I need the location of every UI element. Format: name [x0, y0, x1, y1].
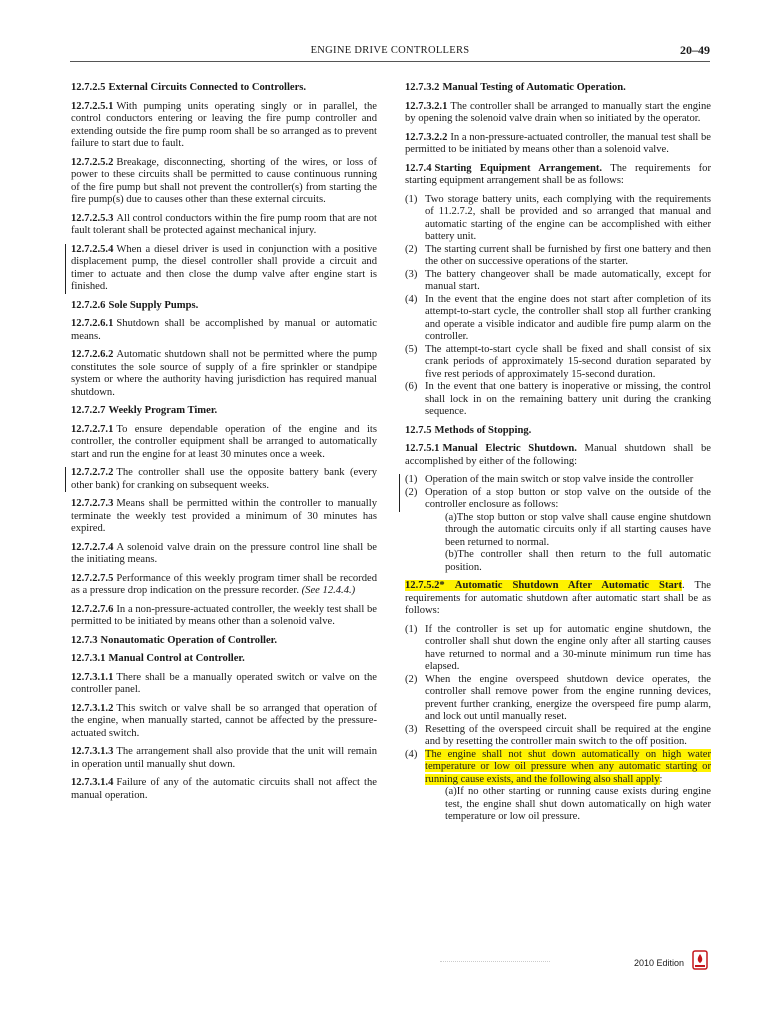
list-marker: (3) [405, 268, 418, 280]
section-heading: 12.7.2.7 Weekly Program Timer. [71, 405, 218, 416]
paragraph: 12.7.2.6.1 Shutdown shall be accomplished by manual or automatic means. [71, 318, 377, 342]
cross-reference: (See 12.4.4.) [301, 585, 356, 596]
right-column [405, 82, 711, 830]
paragraph: 12.7.2.7.4 A solenoid valve drain on the pressure control line shall be the initiating means. [71, 541, 377, 565]
list-item [405, 344, 711, 382]
list-marker: (4) [405, 293, 418, 305]
header-title: ENGINE DRIVE CONTROLLERS [310, 45, 470, 56]
list-marker: (1) [405, 474, 418, 485]
list-text: Two storage battery units, each complying with the requirements of 11.2.7.2, shall be provided and so arranged that manual and automatic starting of the engine can be accomplished with either battery unit. [425, 193, 711, 242]
list-item [425, 512, 711, 550]
page-number: 20–49 [680, 43, 710, 57]
paragraph: 12.7.3.1.4 Failure of any of the automatic circuits shall not affect the manual operation. [71, 777, 377, 801]
auto-shutdown-list [405, 624, 711, 749]
list-marker: (a) [445, 786, 457, 797]
list-item [405, 674, 711, 724]
list-item [405, 474, 711, 487]
paragraph: 12.7.5.2* Automatic Shutdown After Automatic Start. The requirements for automatic shutdown after automatic start shall be as follows: [405, 580, 711, 616]
list-text: Operation of the main switch or stop valve inside the controller [425, 474, 694, 485]
list-marker: (2) [405, 243, 418, 255]
list-text: The attempt-to-start cycle shall be fixed and shall consist of six crank periods of approximately 15-second duration separated by five rest periods of approximately 15-second duration. [425, 343, 711, 380]
list-marker: (5) [405, 343, 418, 355]
list-marker: (b) [445, 549, 458, 560]
page-header [70, 43, 710, 62]
list-item [425, 549, 711, 574]
nfpa-logo-icon [692, 950, 708, 970]
list-text: When the engine overspeed shutdown device operates, the controller shall remove power from the engine running devices, prevent further cranking, energize the overspeed fire pump alarm, and lock out until manually reset. [425, 673, 711, 722]
starting-equipment-list [405, 194, 711, 419]
list-text: If no other starting or running cause exists during engine test, the engine shall shut down automatically on high water temperature or low oil pressure. [445, 786, 711, 822]
list-text: If the controller is set up for automatic engine shutdown, the controller shall shut down the engine only after all starting causes have returned to normal and a 30-minute minimum run time has elapsed. [425, 623, 711, 672]
paragraph: 12.7.3.1.1 There shall be a manually operated switch or valve on the controller panel. [71, 671, 377, 695]
paragraph: 12.7.2.5.3 All control conductors within the fire pump room that are not fault tolerant shall be protected against mechanical injury. [71, 212, 377, 236]
paragraph: 12.7.2.6.2 Automatic shutdown shall not be permitted where the pump constitutes the sole source of supply of a fire sprinkler or standpipe system or where the authority having jurisdiction has required manual shutdown. [71, 349, 377, 398]
section-heading: 12.7.2.5 External Circuits Connected to Controllers. [71, 82, 307, 93]
list-marker: (3) [405, 723, 418, 735]
paragraph: 12.7.3.2.1 The controller shall be arranged to manually start the engine by opening the solenoid valve drain when so initiated by the operator. [405, 100, 711, 124]
faint-footer-text [440, 961, 550, 964]
list-marker: (a) [445, 511, 457, 523]
list-item [405, 487, 711, 512]
paragraph: 12.7.2.7.1 To ensure dependable operation of the engine and its controller, the controller equipment shall be arranged to automatically start and run the engine for at least 30 minutes once a week. [71, 423, 377, 460]
paragraph: 12.7.2.7.3 Means shall be permitted within the controller to manually terminate the weekly test provided a minimum of 30 minutes has expired. [71, 498, 377, 534]
list-marker: (1) [405, 623, 418, 635]
section-heading: 12.7.3.1 Manual Control at Controller. [71, 653, 245, 664]
list-item [405, 269, 711, 294]
manual-shutdown-list [405, 474, 711, 512]
section-heading: 12.7.2.6 Sole Supply Pumps. [71, 299, 199, 311]
list-marker: (2) [405, 673, 418, 685]
list-item [405, 724, 711, 749]
highlighted-heading: 12.7.5.2* Automatic Shutdown After Automatic Start [405, 580, 682, 591]
list-text: In the event that the engine does not start after completion of its attempt-to-start cycle, the controller shall stop all further cranking and operate a visible indicator and audible fire pump alarm on the controller. [425, 293, 711, 342]
highlighted-text: The engine shall not shut down automatically on high water temperature or low oil pressure when any automatic starting or running cause exists, and the following also shall apply [425, 748, 711, 785]
paragraph: 12.7.3.1.3 The arrangement shall also provide that the unit will remain in operation until manually shut down. [71, 746, 377, 770]
paragraph: 12.7.2.5.1 With pumping units operating singly or in parallel, the control conductors entering or leaving the fire pump controller and extending outside the fire pump room shall be so arranged as to prevent failure to start due to fault. [71, 100, 377, 149]
list-text: In the event that one battery is inoperative or missing, the control shall lock in on the remaining battery unit during the cranking sequence. [425, 381, 711, 417]
list-marker: (6) [405, 381, 418, 392]
section-heading: 12.7.5 Methods of Stopping. [405, 424, 532, 436]
section-heading: 12.7.3.2 Manual Testing of Automatic Operation. [405, 82, 626, 93]
list-item [405, 194, 711, 244]
paragraph: 12.7.2.5.2 Breakage, disconnecting, shorting of the wires, or loss of power to these circuits shall be permitted to cause continuous running of the fire pump but shall not prevent the controller(s) from starting the fire pump(s) due to causes other than these external circuits. [71, 156, 377, 205]
list-text: The stop button or stop valve shall cause engine shutdown through the automatic circuits only if all starting causes have been returned to normal. [445, 511, 711, 548]
paragraph: 12.7.3.2.2 In a non-pressure-actuated controller, the manual test shall be permitted to be initiated by means other than a solenoid valve. [405, 131, 711, 155]
list-text: Operation of a stop button or stop valve on the outside of the controller enclosure as follows: [425, 486, 711, 510]
list-item [405, 244, 711, 269]
list-marker: (2) [405, 486, 418, 498]
list-marker: (1) [405, 193, 418, 205]
paragraph: 12.7.4 Starting Equipment Arrangement. The requirements for starting equipment arrangement shall be as follows: [405, 162, 711, 186]
revised-block [399, 474, 711, 512]
section-heading: 12.7.3 Nonautomatic Operation of Controller. [71, 634, 278, 646]
list-text: Resetting of the overspeed circuit shall be required at the engine and by resetting the controller main switch to the off position. [425, 723, 711, 747]
paragraph: 12.7.2.7.5 Performance of this weekly program timer shall be recorded as a pressure drop indication on the pressure recorder. (See 12.4.4.) [71, 572, 377, 596]
paragraph-revised: 12.7.2.7.2 The controller shall use the opposite battery bank (every other bank) for cranking on subsequent weeks. [65, 467, 377, 492]
list-text: The starting current shall be furnished by first one battery and then the other on successive operations of the starter. [425, 243, 711, 267]
stop-button-sublist [425, 512, 711, 575]
list-item [405, 294, 711, 344]
list-item [405, 381, 711, 419]
paragraph: 12.7.3.1.2 This switch or valve shall be so arranged that operation of the engine, when manually started, cannot be affected by the pressure-actuated switch. [71, 702, 377, 739]
list-item: (4) The engine shall not shut down automatically on high water temperature or low oil pressure when any automatic starting or running cause exists, and the following also shall apply: [405, 748, 711, 785]
list-item [405, 624, 711, 674]
paragraph: 12.7.5.1 Manual Electric Shutdown. Manual shutdown shall be accomplished by either of the following: [405, 443, 711, 467]
edition-label: 2010 Edition [634, 958, 685, 968]
left-column [71, 82, 377, 808]
auto-shutdown-item-4 [405, 749, 711, 787]
list-text: The controller shall then return to the full automatic position. [445, 549, 711, 573]
paragraph-revised: 12.7.2.5.4 When a diesel driver is used in conjunction with a positive displacement pump, the diesel controller shall provide a circuit and timer to actuate and then close the dump valve after engine start is finished. [65, 244, 377, 294]
engine-test-sublist [425, 786, 711, 824]
list-text: The battery changeover shall be made automatically, except for manual start. [425, 268, 711, 292]
paragraph: 12.7.2.7.6 In a non-pressure-actuated controller, the weekly test shall be permitted to be initiated by means other than a solenoid valve. [71, 603, 377, 627]
list-item [425, 786, 711, 824]
